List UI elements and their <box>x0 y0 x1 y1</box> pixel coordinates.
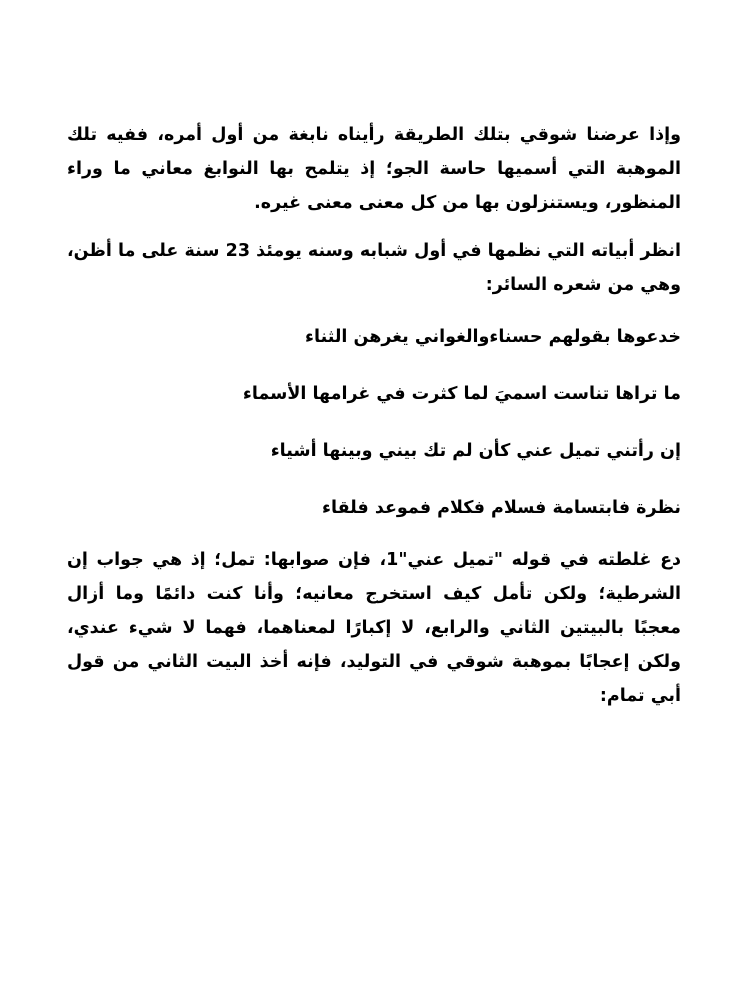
document-page <box>67 118 681 725</box>
verse-line: ما تراها تناست اسميَ لما كثرت في غرامها الأسماء <box>242 384 681 404</box>
verse-line: نظرة فابتسامة فسلام فكلام فموعد فلقاء <box>322 498 681 518</box>
intro-paragraph: وإذا عرضنا شوقي بتلك الطريقة رأيناه نابغة من أول أمره، ففيه تلك الموهبة التي أسميها حاسة الجو؛ إذ يتلمح بها النوابغ معاني ما وراء المنظور، ويستنزلون بها من كل معنى معنى غيره. <box>67 125 681 213</box>
commentary-paragraph: دع غلطته في قوله "تميل عني"1، فإن صوابها: تمل؛ إذ هي جواب إن الشرطية؛ ولكن تأمل كيف استخرج معانيه؛ وأنا كنت دائمًا وما أزال معجبًا بالبيتين الثاني والرابع، لا إكبارًا لمعناهما، فهما لا شيء عندي، ولكن إعجابًا بموهبة شوقي في التوليد، فإنه أخذ البيت الثاني من قول أبي تمام: <box>67 550 681 706</box>
poem-verses <box>67 320 681 525</box>
verses-intro-paragraph: انظر أبياته التي نظمها في أول شبابه وسنه يومئذ 23 سنة على ما أظن، وهي من شعره السائر: <box>67 241 681 295</box>
verse-line: إن رأتني تميل عني كأن لم تك بيني وبينها أشياء <box>270 441 681 461</box>
verse-line: خدعوها بقولهم حسناءوالغواني يغرهن الثناء <box>305 327 681 347</box>
